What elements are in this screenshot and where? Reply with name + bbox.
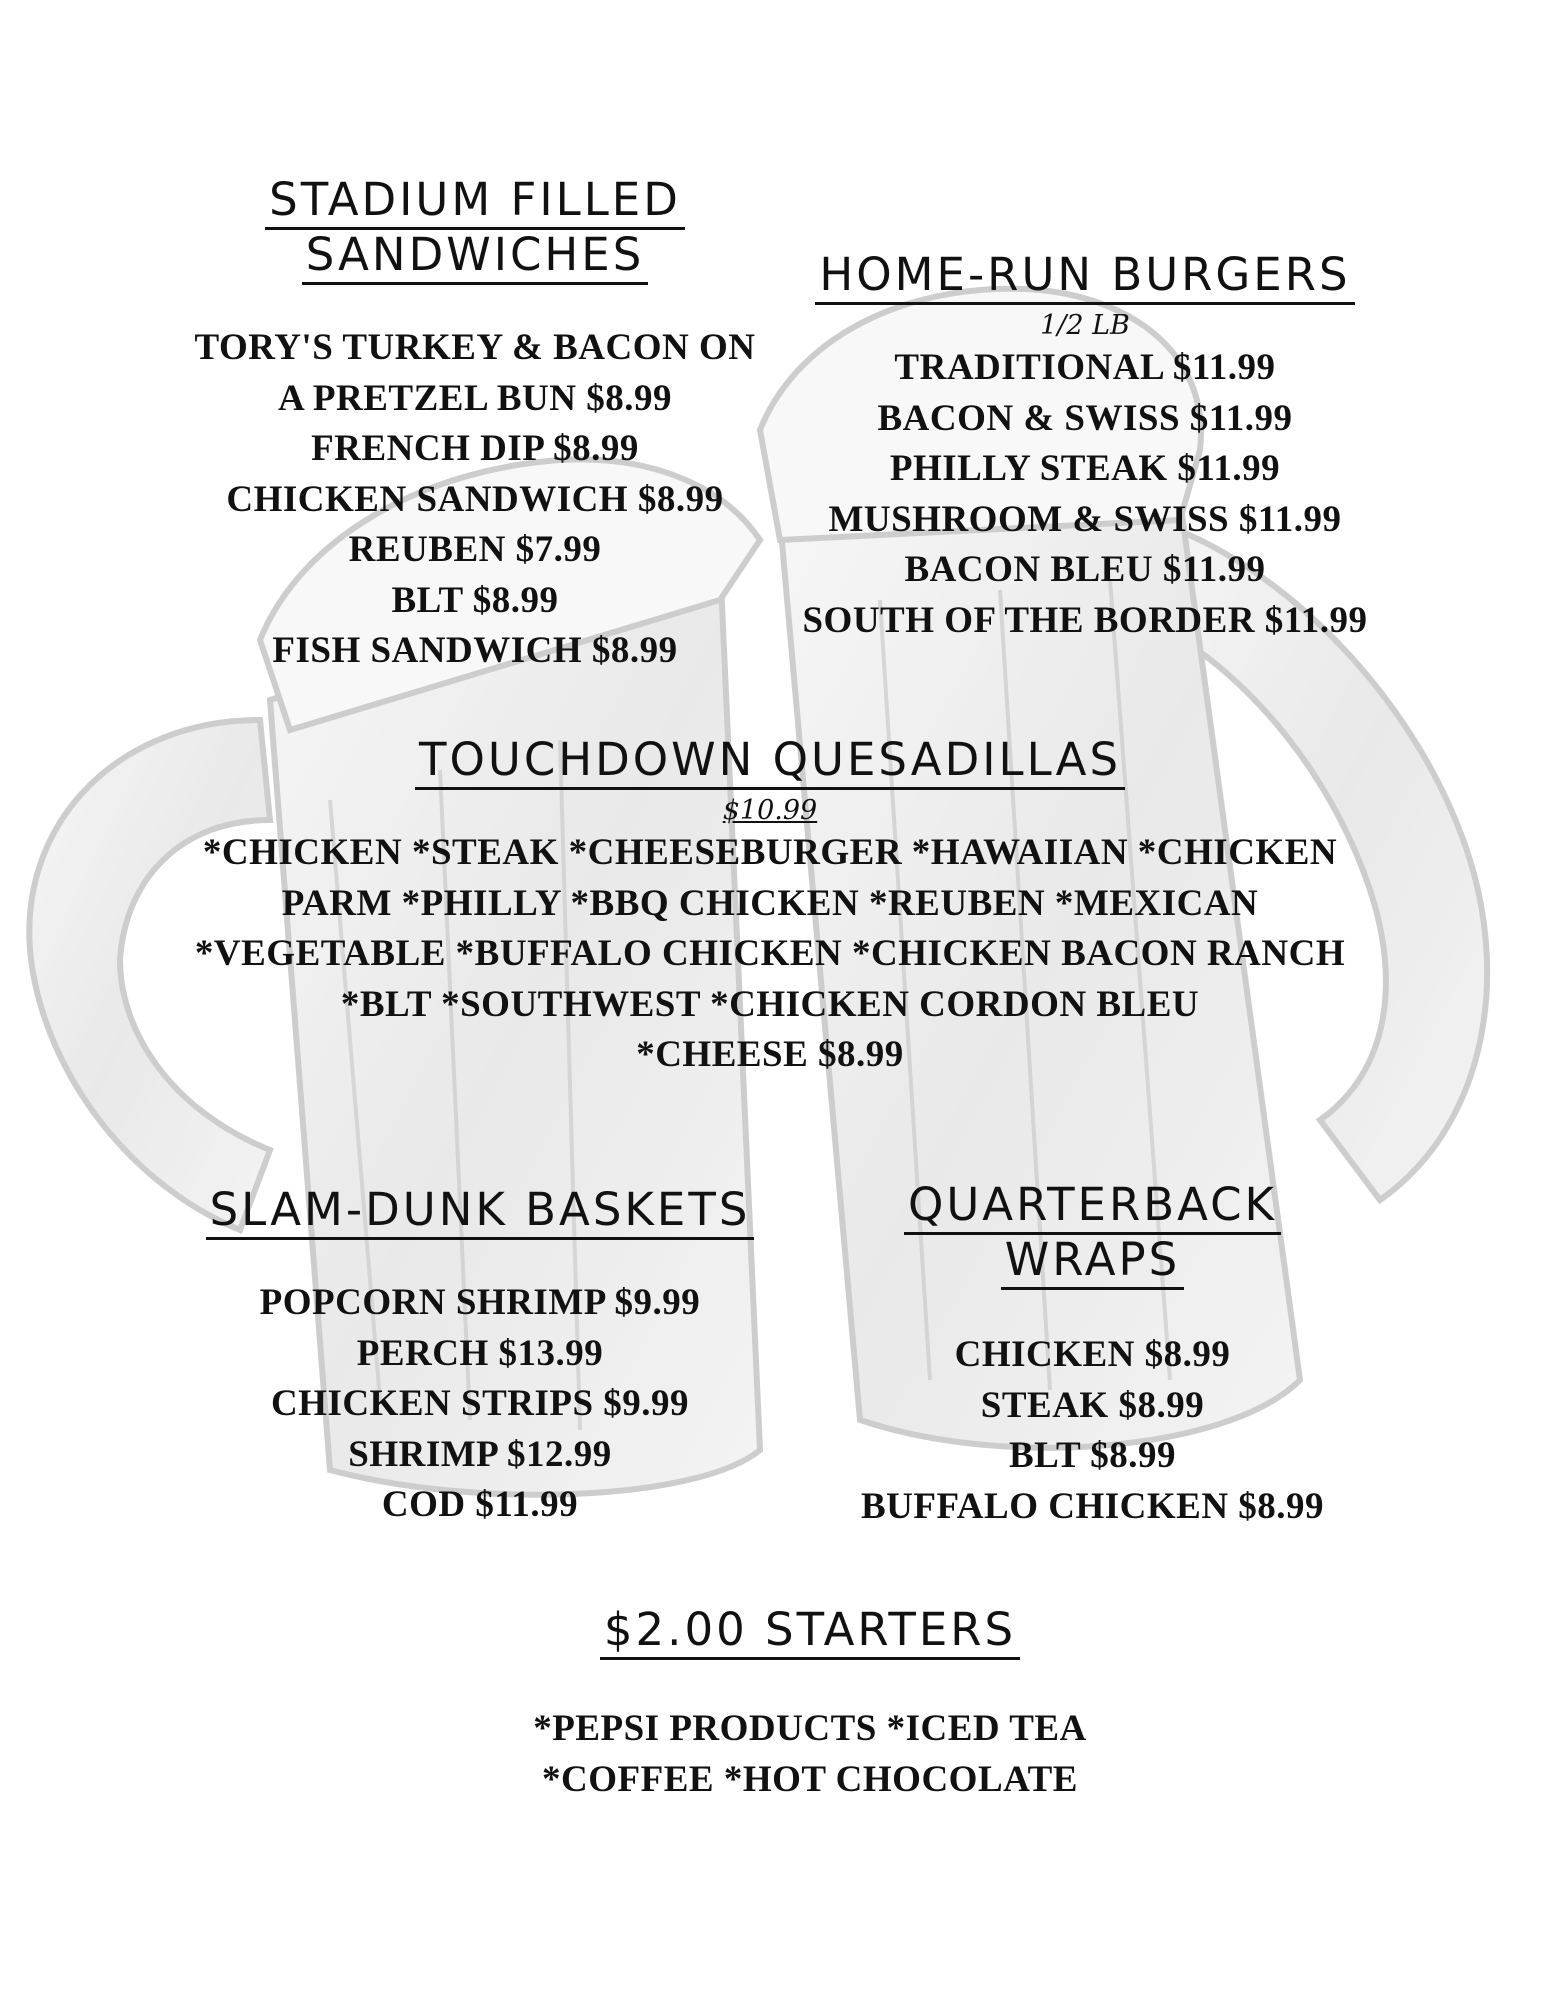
- menu-item: FRENCH DIP $8.99: [311, 428, 639, 469]
- menu-item: A PRETZEL BUN $8.99: [278, 377, 672, 419]
- menu-item: BLT $8.99: [1009, 1435, 1176, 1476]
- menu-item: COD $11.99: [381, 1484, 579, 1525]
- menu-line: *BLT *SOUTHWEST *CHICKEN CORDON BLEU: [340, 983, 1200, 1025]
- menu-line: *PEPSI PRODUCTS *ICED TEA: [533, 1708, 1087, 1749]
- title-line: $2.00 STARTERS: [600, 1605, 1020, 1660]
- menu-item: BUFFALO CHICKEN $8.99: [860, 1485, 1325, 1527]
- menu-item: MUSHROOM & SWISS $11.99: [828, 498, 1342, 540]
- menu-item: PERCH $13.99: [356, 1332, 604, 1374]
- menu-item: SOUTH OF THE BORDER $11.99: [802, 599, 1368, 641]
- title-line-2: WRAPS: [1001, 1235, 1184, 1290]
- section-title: [470, 1605, 1150, 1660]
- title-line: TOUCHDOWN QUESADILLAS: [415, 735, 1125, 790]
- menu-item: STEAK $8.99: [980, 1384, 1205, 1426]
- section-title: [155, 175, 795, 285]
- menu-item: BLT $8.99: [391, 579, 559, 621]
- menu-line: *CHEESE $8.99: [636, 1034, 904, 1075]
- section-title: [800, 1180, 1385, 1290]
- menu-item: BACON BLEU $11.99: [904, 549, 1266, 590]
- section-title: [170, 735, 1370, 790]
- section-wraps: [800, 1180, 1385, 1532]
- menu-line: *VEGETABLE *BUFFALO CHICKEN *CHICKEN BACON RANCH: [194, 933, 1346, 974]
- menu-item: CHICKEN SANDWICH $8.99: [226, 478, 724, 520]
- menu-item: REUBEN $7.99: [348, 529, 602, 570]
- section-title: [170, 1185, 790, 1240]
- menu-item: CHICKEN STRIPS $9.99: [270, 1383, 690, 1424]
- title-line-1: STADIUM FILLED: [265, 175, 685, 230]
- menu-line: *CHICKEN *STEAK *CHEESEBURGER *HAWAIIAN *CHICKEN: [202, 832, 1338, 873]
- title-line: HOME-RUN BURGERS: [815, 250, 1354, 305]
- burger-size-note: 1/2 LB: [1040, 310, 1130, 341]
- section-sandwiches: [155, 175, 795, 677]
- section-starters: [470, 1605, 1150, 1805]
- title-line: SLAM-DUNK BASKETS: [206, 1185, 755, 1240]
- section-baskets: [170, 1185, 790, 1531]
- menu-item: POPCORN SHRIMP $9.99: [259, 1282, 701, 1323]
- title-line-2: SANDWICHES: [302, 230, 649, 285]
- title-line-1: QUARTERBACK: [904, 1180, 1281, 1235]
- menu-item: CHICKEN $8.99: [954, 1334, 1231, 1375]
- menu-line: *COFFEE *HOT CHOCOLATE: [542, 1758, 1078, 1800]
- menu-line: PARM *PHILLY *BBQ CHICKEN *REUBEN *MEXICAN: [281, 882, 1259, 924]
- menu-item: BACON & SWISS $11.99: [877, 397, 1293, 439]
- menu-item: FISH SANDWICH $8.99: [272, 630, 678, 671]
- section-title: [775, 250, 1395, 305]
- menu-item: TRADITIONAL $11.99: [894, 347, 1276, 388]
- menu-item: TORY'S TURKEY & BACON ON: [194, 327, 756, 368]
- quesadilla-price: $10.99: [722, 795, 818, 826]
- section-quesadillas: [170, 735, 1370, 1081]
- section-burgers: [775, 250, 1395, 646]
- menu-item: SHRIMP $12.99: [348, 1433, 612, 1475]
- menu-item: PHILLY STEAK $11.99: [889, 448, 1281, 489]
